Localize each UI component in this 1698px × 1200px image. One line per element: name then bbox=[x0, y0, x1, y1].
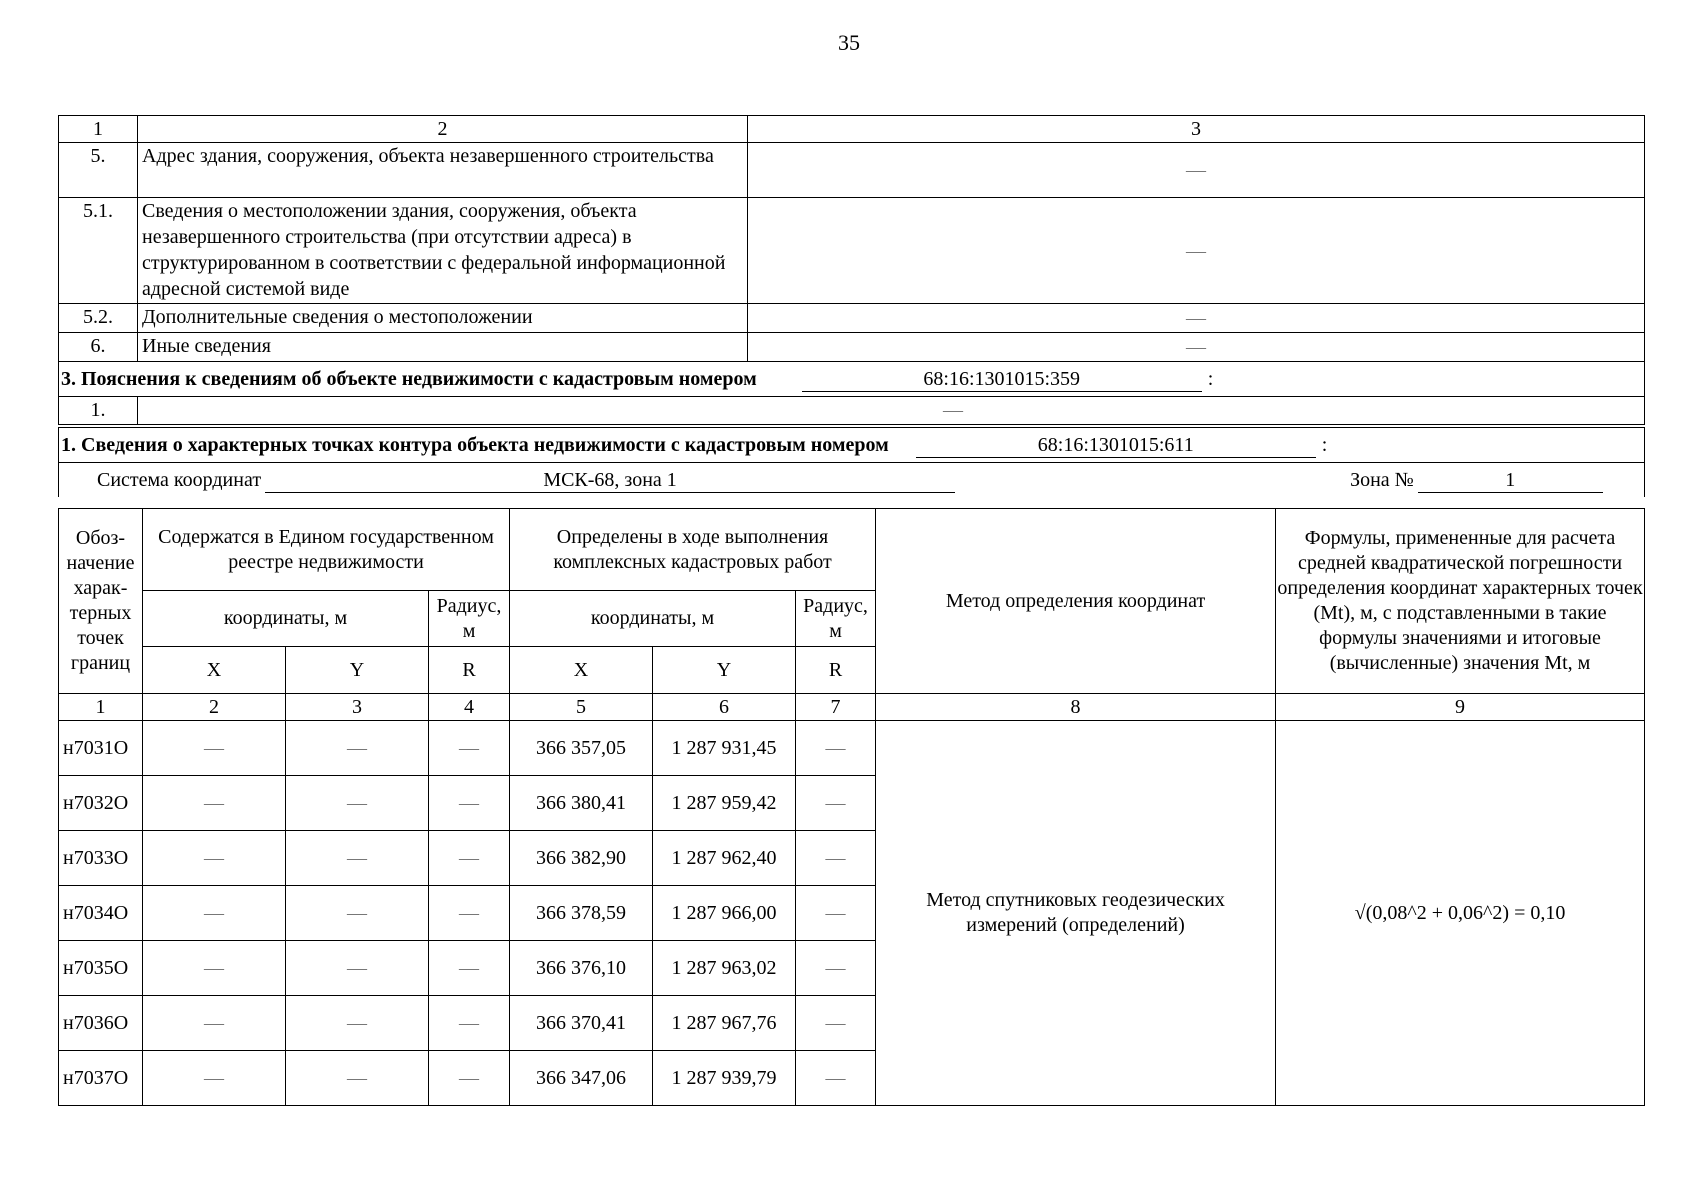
header-method: Метод определения координат bbox=[876, 509, 1276, 694]
header-works-x: X bbox=[510, 647, 653, 694]
table-row bbox=[59, 143, 1645, 198]
row-number: 5.2. bbox=[59, 304, 138, 333]
point-r: — bbox=[796, 886, 876, 941]
point-x: 366 380,41 bbox=[510, 776, 653, 831]
egrn-r: — bbox=[429, 1051, 510, 1106]
header-row bbox=[59, 509, 1645, 591]
egrn-r: — bbox=[429, 831, 510, 886]
section1-title-cell bbox=[59, 426, 1645, 463]
table-row bbox=[59, 397, 1645, 426]
egrn-x: — bbox=[143, 1051, 286, 1106]
row-value: — bbox=[138, 397, 1645, 426]
header-works-y: Y bbox=[653, 647, 796, 694]
egrn-x: — bbox=[143, 886, 286, 941]
column-number: 1 bbox=[59, 694, 143, 721]
egrn-y: — bbox=[286, 941, 429, 996]
header-cell: 2 bbox=[138, 116, 748, 143]
column-number: 7 bbox=[796, 694, 876, 721]
point-id: н7035О bbox=[59, 941, 143, 996]
row-value: — bbox=[748, 143, 1645, 198]
header-complex-works: Определены в ходе выполнения комплексных кадастровых работ bbox=[510, 509, 876, 591]
table-row bbox=[59, 198, 1645, 304]
characteristic-points-table bbox=[58, 508, 1645, 1106]
row-label: Сведения о местоположении здания, сооружения, объекта незавершенного строительства (при отсутствии адреса) в структурированном в соответствии с федеральной информационной адресной системой виде bbox=[138, 198, 748, 304]
point-x: 366 347,06 bbox=[510, 1051, 653, 1106]
egrn-r: — bbox=[429, 941, 510, 996]
header-egrn-coords: координаты, м bbox=[143, 591, 429, 647]
header-egrn: Содержатся в Едином государственном реестре недвижимости bbox=[143, 509, 510, 591]
method-cell: Метод спутниковых геодезических измерений (определений) bbox=[876, 721, 1276, 1106]
header-works-r: R bbox=[796, 647, 876, 694]
header-cell: 1 bbox=[59, 116, 138, 143]
point-id: н7036О bbox=[59, 996, 143, 1051]
point-r: — bbox=[796, 1051, 876, 1106]
point-y: 1 287 966,00 bbox=[653, 886, 796, 941]
egrn-x: — bbox=[143, 776, 286, 831]
egrn-y: — bbox=[286, 1051, 429, 1106]
zone-label: Зона № bbox=[1350, 468, 1414, 491]
point-r: — bbox=[796, 996, 876, 1051]
egrn-r: — bbox=[429, 721, 510, 776]
column-number: 2 bbox=[143, 694, 286, 721]
point-y: 1 287 931,45 bbox=[653, 721, 796, 776]
egrn-x: — bbox=[143, 831, 286, 886]
row-value: — bbox=[748, 198, 1645, 304]
column-number-row bbox=[59, 116, 1645, 143]
column-number: 4 bbox=[429, 694, 510, 721]
section3-cadastral-number: 68:16:1301015:359 bbox=[802, 367, 1202, 392]
column-number: 5 bbox=[510, 694, 653, 721]
egrn-y: — bbox=[286, 776, 429, 831]
egrn-r: — bbox=[429, 886, 510, 941]
point-x: 366 382,90 bbox=[510, 831, 653, 886]
row-number: 5. bbox=[59, 143, 138, 198]
egrn-x: — bbox=[143, 941, 286, 996]
egrn-y: — bbox=[286, 996, 429, 1051]
column-number: 6 bbox=[653, 694, 796, 721]
point-id: н7033О bbox=[59, 831, 143, 886]
egrn-y: — bbox=[286, 886, 429, 941]
section1-title-row bbox=[59, 426, 1645, 463]
header-egrn-x: X bbox=[143, 647, 286, 694]
point-x: 366 378,59 bbox=[510, 886, 653, 941]
coordinate-system-cell bbox=[59, 462, 1645, 497]
point-x: 366 376,10 bbox=[510, 941, 653, 996]
table-row bbox=[59, 333, 1645, 362]
coordinate-system-row bbox=[59, 462, 1645, 497]
point-r: — bbox=[796, 721, 876, 776]
point-r: — bbox=[796, 776, 876, 831]
header-designation: Обоз-начение харак-терных точек границ bbox=[59, 509, 143, 694]
column-number: 9 bbox=[1276, 694, 1645, 721]
point-y: 1 287 939,79 bbox=[653, 1051, 796, 1106]
point-id: н7032О bbox=[59, 776, 143, 831]
point-id: н7037О bbox=[59, 1051, 143, 1106]
column-number: 8 bbox=[876, 694, 1276, 721]
egrn-x: — bbox=[143, 721, 286, 776]
point-y: 1 287 959,42 bbox=[653, 776, 796, 831]
building-info-table bbox=[58, 115, 1645, 497]
point-y: 1 287 967,76 bbox=[653, 996, 796, 1051]
point-r: — bbox=[796, 831, 876, 886]
section1-title: 1. Сведения о характерных точках контура объекта недвижимости с кадастровым номером bbox=[61, 433, 889, 456]
row-number: 5.1. bbox=[59, 198, 138, 304]
column-number-row bbox=[59, 694, 1645, 721]
header-egrn-r: R bbox=[429, 647, 510, 694]
section1-colon: : bbox=[1321, 433, 1328, 456]
row-label: Адрес здания, сооружения, объекта незавершенного строительства bbox=[138, 143, 748, 198]
point-id: н7031О bbox=[59, 721, 143, 776]
header-formulas: Формулы, примененные для расчета средней квадратической погрешности определения координат характерных точек (Mt), м, с подставленными в такие формулы значениями и итоговые (вычисленные) значения Mt, м bbox=[1276, 509, 1645, 694]
row-label: Дополнительные сведения о местоположении bbox=[138, 304, 748, 333]
point-x: 366 357,05 bbox=[510, 721, 653, 776]
egrn-y: — bbox=[286, 721, 429, 776]
point-id: н7034О bbox=[59, 886, 143, 941]
table-row bbox=[59, 304, 1645, 333]
section3-title-row bbox=[59, 362, 1645, 397]
point-x: 366 370,41 bbox=[510, 996, 653, 1051]
header-egrn-radius: Радиус, м bbox=[429, 591, 510, 647]
egrn-x: — bbox=[143, 996, 286, 1051]
header-works-coords: координаты, м bbox=[510, 591, 796, 647]
coordinate-system-label: Система координат bbox=[97, 468, 262, 491]
egrn-y: — bbox=[286, 831, 429, 886]
row-number: 6. bbox=[59, 333, 138, 362]
point-r: — bbox=[796, 941, 876, 996]
page-number: 35 bbox=[838, 30, 860, 55]
coordinate-system-value: МСК-68, зона 1 bbox=[265, 468, 955, 493]
egrn-r: — bbox=[429, 996, 510, 1051]
formula-cell: √(0,08^2 + 0,06^2) = 0,10 bbox=[1276, 721, 1645, 1106]
row-number: 1. bbox=[59, 397, 138, 426]
row-value: — bbox=[748, 304, 1645, 333]
point-y: 1 287 962,40 bbox=[653, 831, 796, 886]
header-works-radius: Радиус, м bbox=[796, 591, 876, 647]
column-number: 3 bbox=[286, 694, 429, 721]
section3-colon: : bbox=[1207, 368, 1214, 390]
row-label: Иные сведения bbox=[138, 333, 748, 362]
section1-cadastral-number: 68:16:1301015:611 bbox=[916, 433, 1316, 458]
zone-value: 1 bbox=[1418, 468, 1603, 493]
section3-title: 3. Пояснения к сведениям об объекте недвижимости с кадастровым номером bbox=[61, 368, 757, 390]
header-cell: 3 bbox=[748, 116, 1645, 143]
point-y: 1 287 963,02 bbox=[653, 941, 796, 996]
row-value: — bbox=[748, 333, 1645, 362]
egrn-r: — bbox=[429, 776, 510, 831]
table-row bbox=[59, 721, 1645, 776]
section3-title-cell bbox=[59, 362, 1645, 397]
header-egrn-y: Y bbox=[286, 647, 429, 694]
